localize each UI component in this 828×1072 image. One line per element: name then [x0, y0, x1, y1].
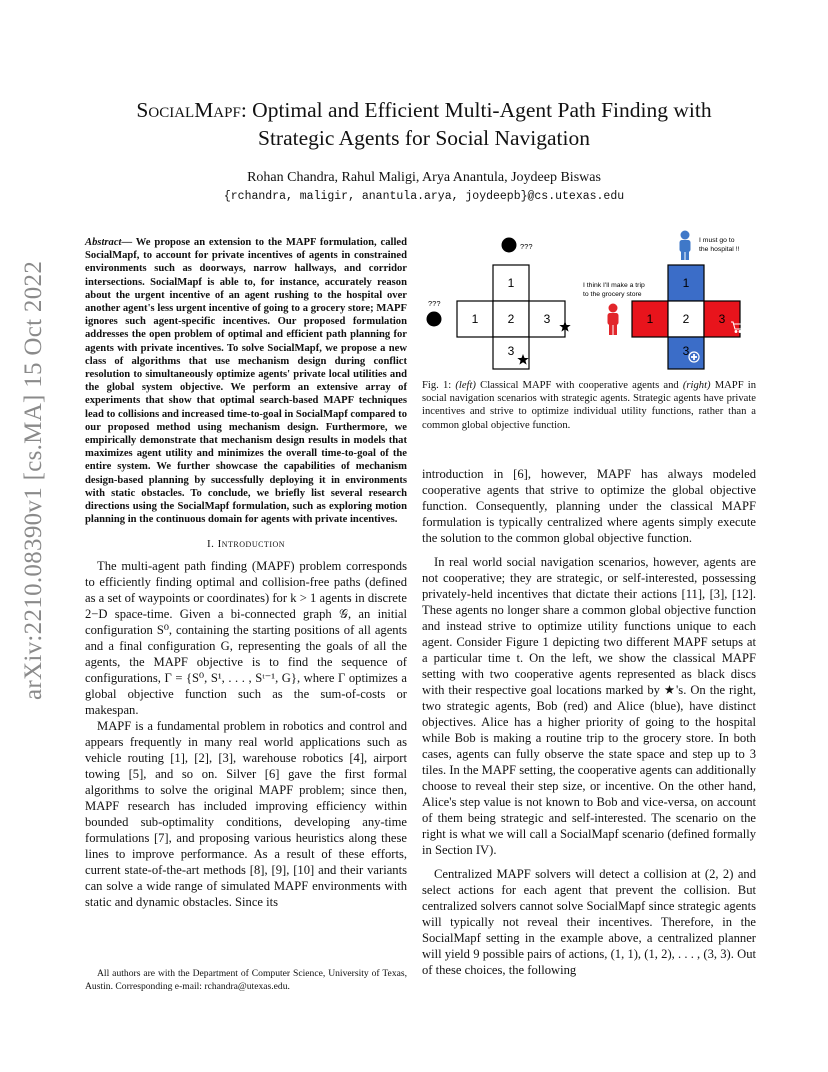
author-list: Rohan Chandra, Rahul Maligi, Arya Anantula, Joydeep Biswas: [247, 170, 601, 185]
figure-1: [422, 230, 756, 370]
left-top-label: ???: [520, 242, 533, 251]
title-line2: Strategic Agents for Social Navigation: [258, 126, 590, 150]
left-column: [85, 236, 407, 910]
caption-rest: MAPF in social navigation scenarios with strategic agents. Strategic agents have private incentives and strive to optimize individual utility functions, rather than a common global objective function.: [422, 380, 757, 431]
right-column: [422, 466, 756, 978]
right-cell-bottom-label: 3: [682, 344, 690, 358]
arxiv-stamp: arXiv:2210.08390v1 [cs.MA] 15 Oct 2022: [20, 260, 47, 700]
caption-left: (left): [455, 380, 476, 391]
abstract: [85, 236, 407, 526]
abstract-text: — We propose an extension to the MAPF formulation, called SocialMapf, to account for private incentives of agents in constrained environments such as doorways, narrow hallways, and corridor intersections. SocialMapf is able to, for instance, accurately reason about the urgent incentive of an agent rushing to the hospital over another agent's less urgent incentive of going to a grocery store; MAPF ignores such agent-specific incentives. Our proposed formulation addresses the open problem of optimal and efficient path planning for agents with private incentives. To solve SocialMapf, we propose a new class of algorithms that use mechanism design during conflict resolution to simultaneously optimize agents' private local utilities and the global system objective. We perform an extensive array of experiments that show that optimal search-based MAPF techniques lead to collisions and increased time-to-goal in SocialMapf compared to our proposed method using mechanism design. Furthermore, we empirically demonstrate that mechanism design results in models that maximizes agent utility and minimizes the overall time-to-goal of the entire system. We further showcase the capabilities of mechanism design-based planning by successfully deploying it in environments with static obstacles. To conclude, we briefly list several research directions using the SocialMapf formulation, such as exploring motion planning in the continuous domain for agents with private incentives.: [85, 237, 407, 526]
person-icon-red: [608, 304, 619, 336]
left-cell-right-label: 3: [543, 312, 551, 326]
red-agent-label-2: to the grocery store: [583, 291, 642, 298]
person-icon-blue: [680, 231, 691, 261]
left-side-label: ???: [428, 299, 441, 308]
agent-disc-left: [427, 312, 442, 327]
figure-1-svg: [422, 230, 756, 370]
right-paragraph-2: In real world social navigation scenarios, however, agents are not cooperative; they are strategic, or self-interested, possessing privately-held incentives that dictate their actions [11], [3], [12]. These agents no longer share a common global objective function and instead strive to optimize utility functions unique to each agent. Consider Figure 1 depicting two different MAPF setups at a particular time t. On the left, we show the classical MAPF setting with two cooperative agents represented as black discs with their respective goal locations marked by ★'s. On the right, two strategic agents, Bob (red) and Alice (blue), have distinct objectives. Alice has a higher priority of going to the hospital while Bob is making a routine trip to the grocery store. In both cases, agents can fully observe the state space and step up to 3 tiles. In the MAPF setting, the cooperative agents can additionally choose to reveal their step size, or incentive. On the other hand, Alice's step value is not known to Bob and vice-versa, on account of them being strategic and self-interested. The scenario on the right is what we will call a SocialMapf scenario (defined formally in Section IV).: [422, 555, 756, 857]
left-cell-left-label: 1: [471, 312, 479, 326]
right-cell-left-label: 1: [646, 312, 654, 326]
caption-right: (right): [682, 380, 711, 391]
red-agent-label-1: I think I'll make a trip: [583, 282, 645, 289]
figure-1-caption: [422, 379, 756, 432]
right-paragraph-1: introduction in [6], however, MAPF has always modeled cooperative agents that strive to optimize the global objective function. Consequently, planning under the classical MAPF formulation is typically centralized where agents simply execute the solution to the common global objective function.: [422, 467, 756, 545]
agent-disc-top: [502, 238, 517, 253]
left-cell-bottom-label: 3: [507, 344, 515, 358]
title-socialmapf: SocialMapf: [136, 98, 241, 122]
caption-middle: Classical MAPF with cooperative agents and: [475, 380, 683, 391]
right-cell-top-label: 1: [682, 276, 690, 290]
left-cell-center-label: 2: [507, 312, 515, 326]
right-cell-center-label: 2: [682, 312, 690, 326]
intro-paragraph-1: The multi-agent path finding (MAPF) problem corresponds to efficiently finding optimal and collision-free paths (defined as a set of waypoints or coordinates) for k > 1 agents in discrete 2−D space-time. Given a bi-connected graph 𝒢, an initial configuration S⁰, containing the starting positions of all agents and a final configuration G, representing the goals of all the agents, the MAPF objective is to find the sequence of configurations, Γ = {S⁰, S¹, . . . , Sᵗ⁻¹, G}, where Γ optimizes a global objective function such as the sum-of-costs or makespan.: [85, 559, 407, 718]
abstract-label: Abstract: [85, 237, 122, 248]
title-line1: : Optimal and Efficient Multi-Agent Path Finding with: [240, 98, 712, 122]
paper-title: [85, 96, 763, 152]
author-emails: {rchandra, maligir, anantula.arya, joydeepb}@cs.utexas.edu: [223, 190, 625, 203]
left-cell-top-label: 1: [507, 276, 515, 290]
caption-prefix: Fig. 1:: [422, 380, 456, 391]
intro-paragraph-2: MAPF is a fundamental problem in robotics and control and appears frequently in many real world applications such as vehicle routing [1], [2], [3], warehouse robotics [4], airport towing [5], and so on. Silver [6] gave the first formal algorithms to solve the original MAPF problem; since then, MAPF research has included improving efficiency within bounded sub-optimality conditions, developing any-time formulations [7], and proposing various heuristics along these lines to improve performance. As a result of these efforts, current state-of-the-art methods [8], [9], [10] and their variants can solve a wide range of simulated MAPF environments with static and dynamic obstacles. Since its: [85, 719, 407, 910]
right-paragraph-3: Centralized MAPF solvers will detect a collision at (2, 2) and select actions for each agent that prevent the collision. But centralized solvers cannot solve SocialMapf since strategic agents will typically not reveal their incentives. Therefore, in the SocialMapf setting in the example above, a centralized planner will yield 9 possible pairs of actions, (1, 1), (1, 2), . . . , (3, 3). Out of these choices, the following: [422, 867, 756, 977]
right-cell-right-label: 3: [718, 312, 726, 326]
footnote: All authors are with the Department of Computer Science, University of Texas, Austin. Corresponding e-mail: rchandra@utexas.edu.: [85, 968, 407, 992]
section-heading-introduction: I. Introduction: [206, 538, 286, 551]
blue-agent-label-2: the hospital !!: [699, 246, 740, 253]
blue-agent-label-1: I must go to: [699, 237, 735, 244]
